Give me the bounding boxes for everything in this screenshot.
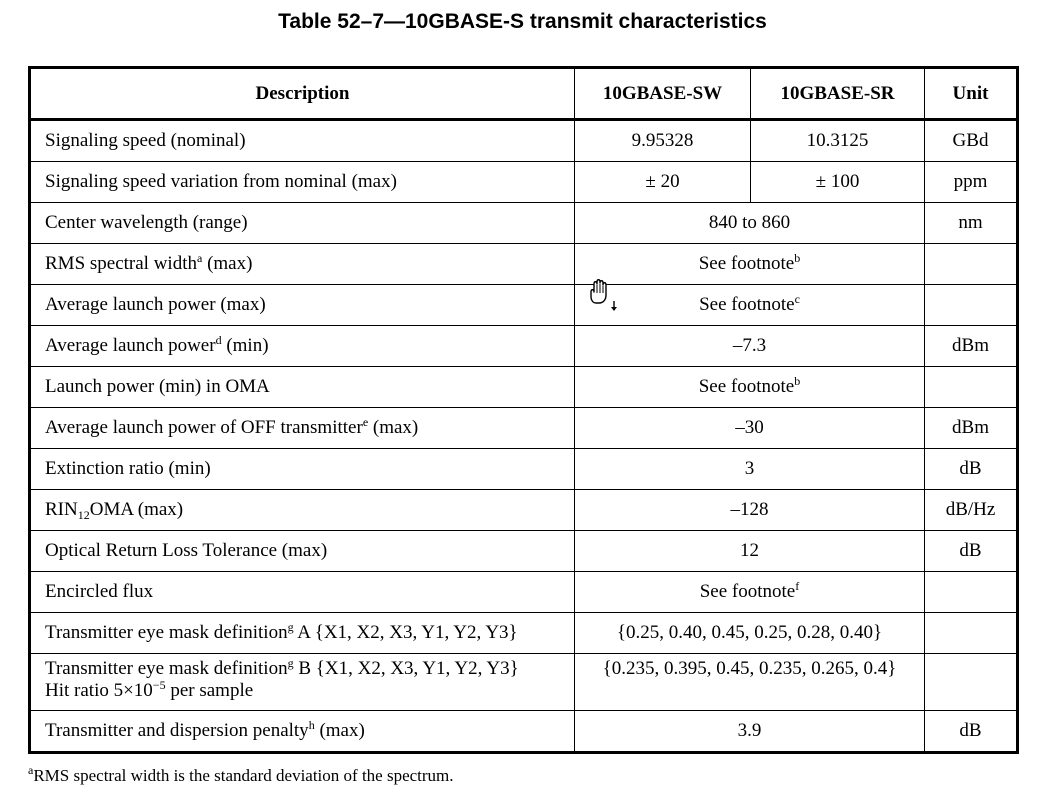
value-shared (575, 367, 925, 408)
header-unit: Unit (925, 68, 1018, 120)
row-description: Encircled flux (30, 572, 575, 613)
table-row (30, 162, 1018, 203)
row-description (30, 490, 575, 531)
see-footnote-text: See footnote (699, 294, 795, 315)
description-text: Transmitter eye mask definition (45, 622, 288, 643)
footnote-marker: g (287, 620, 294, 634)
footnote-marker: f (795, 579, 800, 593)
table-title: Table 52–7—10GBASE-S transmit characteristics (278, 10, 767, 33)
value-shared: –7.3 (575, 326, 925, 367)
description-suffix: A {X1, X2, X3, Y1, Y2, Y3} (293, 622, 518, 643)
value-shared (575, 285, 925, 326)
table-header-row (30, 68, 1018, 120)
footnote-marker: d (215, 333, 222, 347)
description-text: RIN (45, 499, 78, 520)
row-description: Signaling speed variation from nominal (max) (30, 162, 575, 203)
row-unit (925, 572, 1018, 613)
row-description: Average launch power (max) (30, 285, 575, 326)
exponent-text: −5 (152, 678, 166, 692)
row-unit: dB (925, 711, 1018, 753)
description-suffix: B {X1, X2, X3, Y1, Y2, Y3} (293, 658, 519, 679)
table-row (30, 613, 1018, 654)
row-description: Signaling speed (nominal) (30, 120, 575, 162)
row-unit: GBd (925, 120, 1018, 162)
footnote-marker: b (794, 374, 801, 388)
row-description (30, 711, 575, 753)
row-unit: dB (925, 449, 1018, 490)
see-footnote-text: See footnote (699, 581, 796, 602)
row-description: Center wavelength (range) (30, 203, 575, 244)
table-row (30, 285, 1018, 326)
value-shared (575, 572, 925, 613)
row-unit: dB/Hz (925, 490, 1018, 531)
value-shared: 840 to 860 (575, 203, 925, 244)
table-row (30, 326, 1018, 367)
row-unit (925, 613, 1018, 654)
row-description (30, 244, 575, 285)
row-description (30, 326, 575, 367)
row-unit: nm (925, 203, 1018, 244)
row-description (30, 408, 575, 449)
row-unit: ppm (925, 162, 1018, 203)
see-footnote-text: See footnote (698, 253, 795, 274)
value-sr: ± 100 (751, 162, 925, 203)
description-text: RMS spectral width (45, 253, 197, 274)
table-row (30, 490, 1018, 531)
footnote-marker: h (308, 718, 315, 732)
row-unit: dBm (925, 326, 1018, 367)
description-suffix: (min) (221, 335, 269, 356)
description-suffix: (max) (202, 253, 253, 274)
footnote-marker: c (794, 292, 800, 306)
subscript-text: 12 (77, 508, 90, 522)
value-sw: 9.95328 (575, 120, 751, 162)
transmit-characteristics-table (28, 66, 1019, 754)
description-text: Transmitter eye mask definition (45, 658, 288, 679)
row-description (30, 613, 575, 654)
row-unit (925, 244, 1018, 285)
hit-ratio-text: Hit ratio 5×10 (45, 680, 153, 701)
description-text: Average launch power (45, 335, 216, 356)
value-shared (575, 244, 925, 285)
row-description: Launch power (min) in OMA (30, 367, 575, 408)
hit-ratio-suffix: per sample (165, 680, 254, 701)
description-suffix: (max) (368, 417, 419, 438)
value-shared: 3.9 (575, 711, 925, 753)
table-row (30, 572, 1018, 613)
description-text: Transmitter and dispersion penalty (45, 720, 309, 741)
row-description: Optical Return Loss Tolerance (max) (30, 531, 575, 572)
value-sr: 10.3125 (751, 120, 925, 162)
footnote (28, 763, 454, 786)
row-unit (925, 285, 1018, 326)
value-shared: –30 (575, 408, 925, 449)
value-shared: –128 (575, 490, 925, 531)
description-text: Average launch power of OFF transmitter (45, 417, 363, 438)
table-row (30, 408, 1018, 449)
table-row (30, 711, 1018, 753)
header-10gbase-sr: 10GBASE-SR (751, 68, 925, 120)
row-unit: dBm (925, 408, 1018, 449)
footnote-marker: b (794, 251, 801, 265)
table-row (30, 244, 1018, 285)
hand-grab-icon (585, 278, 621, 312)
footnote-marker: g (287, 656, 294, 670)
value-shared: {0.25, 0.40, 0.45, 0.25, 0.28, 0.40} (575, 613, 925, 654)
footnote-marker: a (197, 251, 203, 265)
table-row (30, 367, 1018, 408)
row-description (30, 654, 575, 711)
value-shared: {0.235, 0.395, 0.45, 0.235, 0.265, 0.4} (575, 654, 925, 711)
table-row (30, 449, 1018, 490)
footnote-text: RMS spectral width is the standard deviation of the spectrum. (33, 766, 454, 785)
header-10gbase-sw: 10GBASE-SW (575, 68, 751, 120)
footnote-marker: a (28, 763, 34, 777)
value-sw: ± 20 (575, 162, 751, 203)
description-suffix: (max) (314, 720, 365, 741)
table-row (30, 203, 1018, 244)
row-description: Extinction ratio (min) (30, 449, 575, 490)
row-unit: dB (925, 531, 1018, 572)
table-row (30, 120, 1018, 162)
value-shared: 12 (575, 531, 925, 572)
header-description: Description (30, 68, 575, 120)
row-unit (925, 367, 1018, 408)
description-suffix: OMA (max) (89, 499, 184, 520)
row-unit (925, 654, 1018, 711)
table-row (30, 531, 1018, 572)
table-row (30, 654, 1018, 711)
footnote-marker: e (362, 415, 369, 429)
value-shared: 3 (575, 449, 925, 490)
see-footnote-text: See footnote (698, 376, 795, 397)
